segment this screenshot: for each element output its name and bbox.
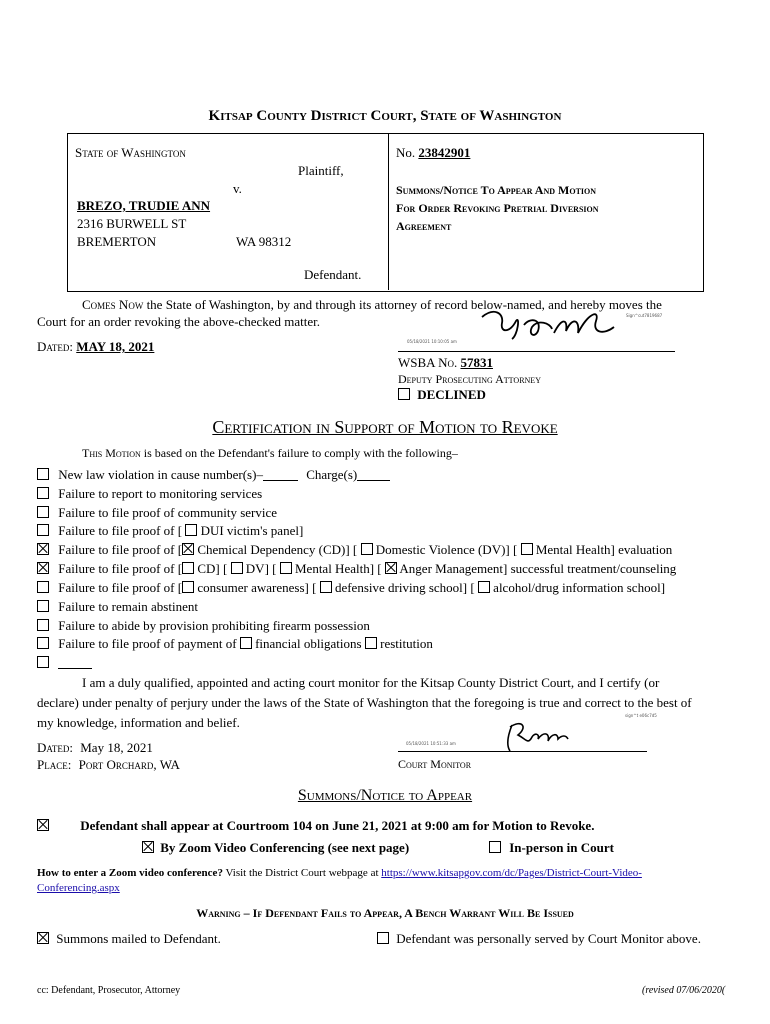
charges-label: Charge(s) <box>306 467 358 482</box>
certification-dated-label: Dated: <box>37 740 73 755</box>
defendant-state-zip: WA 98312 <box>236 234 292 249</box>
case-number-label: No. <box>396 145 416 160</box>
document-title-line1: Summons/Notice To Appear And Motion <box>396 183 597 197</box>
item-label: Failure to file proof of [ <box>58 561 183 576</box>
sub-label-mental-health: Mental Health] [ <box>294 561 382 576</box>
item-label: Failure to abide by provision prohibiting firearm possession <box>58 618 370 633</box>
item-checkbox[interactable] <box>37 487 49 499</box>
declined-label: DECLINED <box>417 387 486 402</box>
certification-heading: Certification in Support of Motion to Revoke <box>212 417 558 437</box>
declaration-line3: my knowledge, information and belief. <box>37 715 240 730</box>
item-checkbox[interactable] <box>37 468 49 480</box>
defendant-name: BREZO, TRUDIE ANN <box>77 198 211 213</box>
item-label: Failure to file proof of community service <box>58 505 278 520</box>
sub-checkbox-financial[interactable] <box>240 637 252 649</box>
certification-place-value: Port Orchard, WA <box>78 757 180 772</box>
defendant-street: 2316 BURWELL ST <box>77 216 187 231</box>
appear-checkbox[interactable] <box>37 819 49 831</box>
caption-divider <box>388 133 389 290</box>
served-checkbox[interactable] <box>377 932 389 944</box>
monitor-sig-id: sign^t e06c7d5 <box>625 713 657 718</box>
zoom-link-line2 <box>37 882 120 894</box>
sub-checkbox-mental-health[interactable] <box>521 543 533 555</box>
certification-place <box>37 757 180 773</box>
wsba-value: 57831 <box>460 355 493 370</box>
attorney-title: Deputy Prosecuting Attorney <box>398 372 541 386</box>
footer-cc: cc: Defendant, Prosecutor, Attorney <box>37 985 181 996</box>
sub-label-cd: CD] [ <box>197 561 228 576</box>
sub-checkbox-defensive-driving[interactable] <box>320 581 332 593</box>
item-report-monitoring <box>37 486 262 502</box>
appear-text: Defendant shall appear at Courtroom 104 on June 21, 2021 at 9:00 am for Motion to Revoke. <box>80 818 595 833</box>
item-checkbox[interactable] <box>37 581 49 593</box>
motion-lead: Comes Now <box>82 297 144 312</box>
zoom-howto-label: How to enter a Zoom video conference? <box>37 867 223 879</box>
sub-label-financial: financial obligations <box>255 636 362 651</box>
declined-checkbox[interactable] <box>398 388 410 400</box>
motion-dated <box>37 339 154 355</box>
monitor-sig-stamp: 05/18/2021 10:51:33 am <box>406 741 456 746</box>
certification-dated-value: May 18, 2021 <box>80 740 153 755</box>
prosecutor-sig-stamp: 05/18/2021 10:10:05 am <box>407 339 457 344</box>
zoom-info-link-cont[interactable]: Conferencing.aspx <box>37 882 120 894</box>
inperson-checkbox[interactable] <box>489 841 501 853</box>
item-other <box>37 655 92 671</box>
zoom-instructions <box>37 867 737 879</box>
mailed-row <box>37 931 221 947</box>
item-dui-panel <box>37 523 303 539</box>
certification-intro-text: is based on the Defendant's failure to comply with the following– <box>140 446 458 460</box>
prosecutor-signature <box>472 305 622 345</box>
item-label: Failure to report to monitoring services <box>58 486 263 501</box>
defendant-city: BREMERTON <box>77 234 157 249</box>
served-text: Defendant was personally served by Court Monitor above. <box>396 931 701 946</box>
sub-checkbox-dv[interactable] <box>361 543 373 555</box>
sub-label-anger-management: Anger Management] successful treatment/counseling <box>399 561 677 576</box>
appear-row <box>37 818 594 834</box>
monitor-signature-line <box>398 751 647 752</box>
inperson-row <box>489 840 614 856</box>
warning-text: Warning – If Defendant Fails to Appear, A Bench Warrant Will Be Issued <box>196 906 574 920</box>
document-title <box>396 181 599 235</box>
item-checkbox[interactable] <box>37 656 49 668</box>
item-label: Failure to file proof of [ <box>58 542 183 557</box>
item-firearm <box>37 618 370 634</box>
inperson-text: In-person in Court <box>509 840 614 855</box>
item-checkbox[interactable] <box>37 600 49 612</box>
court-monitor-title: Court Monitor <box>398 757 472 771</box>
item-checkbox[interactable] <box>37 506 49 518</box>
sub-checkbox-restitution[interactable] <box>365 637 377 649</box>
item-community-service <box>37 505 277 521</box>
item-checkbox[interactable] <box>37 637 49 649</box>
zoom-howto-text: Visit the District Court webpage at <box>222 867 382 879</box>
item-checkbox[interactable] <box>37 524 49 536</box>
sub-label-dv: Domestic Violence (DV)] [ <box>375 542 518 557</box>
other-blank[interactable] <box>58 668 92 669</box>
prosecutor-signature-line <box>398 351 675 352</box>
prosecutor-sig-id: Sign^cut7819687 <box>626 313 663 318</box>
mailed-checkbox[interactable] <box>37 932 49 944</box>
item-school <box>37 580 665 596</box>
item-evaluation <box>37 542 672 558</box>
item-label: Failure to file proof of [ <box>58 580 183 595</box>
footer-revised: (revised 07/06/2020( <box>642 985 726 996</box>
wsba-number <box>398 355 493 371</box>
item-label: Failure to file proof of payment of <box>58 636 237 651</box>
sub-label-consumer-awareness: consumer awareness] [ <box>197 580 317 595</box>
sub-checkbox-dv[interactable] <box>231 562 243 574</box>
sub-label-restitution: restitution <box>380 636 433 651</box>
sub-checkbox-cd[interactable] <box>182 543 194 555</box>
zoom-row <box>142 840 409 856</box>
certification-place-label: Place: <box>37 757 72 772</box>
certification-intro <box>82 446 458 461</box>
motion-dated-value: MAY 18, 2021 <box>76 339 155 354</box>
item-label: New law violation in cause number(s)– <box>58 467 263 482</box>
item-checkbox[interactable] <box>37 543 49 555</box>
declined-row <box>398 387 486 403</box>
sub-checkbox-mental-health[interactable] <box>280 562 292 574</box>
item-label: Failure to file proof of [ <box>58 523 183 538</box>
court-title: Kitsap County District Court, State of Washington <box>208 108 562 124</box>
zoom-checkbox[interactable] <box>142 841 154 853</box>
summons-heading: Summons/Notice to Appear <box>297 787 473 804</box>
sub-label-defensive-driving: defensive driving school] [ <box>334 580 475 595</box>
motion-text-line2: Court for an order revoking the above-checked matter. <box>37 314 320 329</box>
item-checkbox[interactable] <box>37 562 49 574</box>
sub-checkbox-dui[interactable] <box>185 524 197 536</box>
document-title-line2: For Order Revoking Pretrial Diversion <box>396 201 599 215</box>
sub-checkbox-consumer-awareness[interactable] <box>182 581 194 593</box>
plaintiff-name: State of Washington <box>75 145 186 160</box>
case-number-value: 23842901 <box>418 145 471 160</box>
certification-dated <box>37 740 153 756</box>
versus: v. <box>233 181 242 196</box>
motion-dated-label: Dated: <box>37 339 73 354</box>
sub-checkbox-alcohol-drug[interactable] <box>478 581 490 593</box>
document-title-line3: Agreement <box>396 219 452 233</box>
item-checkbox[interactable] <box>37 619 49 631</box>
charges-blank[interactable] <box>357 480 390 481</box>
item-treatment <box>37 561 676 577</box>
motion-text: the State of Washington, by and through its attorney of record below-named, and hereby moves the <box>143 297 662 312</box>
sub-label-cd: Chemical Dependency (CD)] [ <box>197 542 358 557</box>
wsba-label: WSBA No. <box>398 355 458 370</box>
item-payment <box>37 636 433 652</box>
sub-label-dui: DUI victim's panel] <box>200 523 304 538</box>
sub-checkbox-cd[interactable] <box>182 562 194 574</box>
declaration-line2: declare) under penalty of perjury under the laws of the State of Washington that the foregoing is true and correct to the best of <box>37 695 692 710</box>
case-number <box>396 145 470 161</box>
item-abstinent <box>37 599 198 615</box>
item-new-law-violation <box>37 467 390 483</box>
zoom-info-link[interactable]: https://www.kitsapgov.com/dc/Pages/District-Court-Video- <box>381 867 642 879</box>
defendant-role: Defendant. <box>304 267 362 282</box>
item-label: Failure to remain abstinent <box>58 599 198 614</box>
sub-label-alcohol-drug: alcohol/drug information school] <box>493 580 666 595</box>
zoom-text: By Zoom Video Conferencing (see next page) <box>160 840 410 855</box>
declaration-line1: I am a duly qualified, appointed and acting court monitor for the Kitsap County District Court, and I certify (or <box>82 675 660 690</box>
plaintiff-role: Plaintiff, <box>298 163 344 178</box>
served-row <box>377 931 701 947</box>
cause-number-blank[interactable] <box>263 480 298 481</box>
sub-label-mental-health: Mental Health] evaluation <box>535 542 673 557</box>
sub-label-dv: DV] [ <box>245 561 277 576</box>
mailed-text: Summons mailed to Defendant. <box>56 931 221 946</box>
sub-checkbox-anger-management[interactable] <box>385 562 397 574</box>
certification-intro-lead: This Motion <box>82 446 141 460</box>
